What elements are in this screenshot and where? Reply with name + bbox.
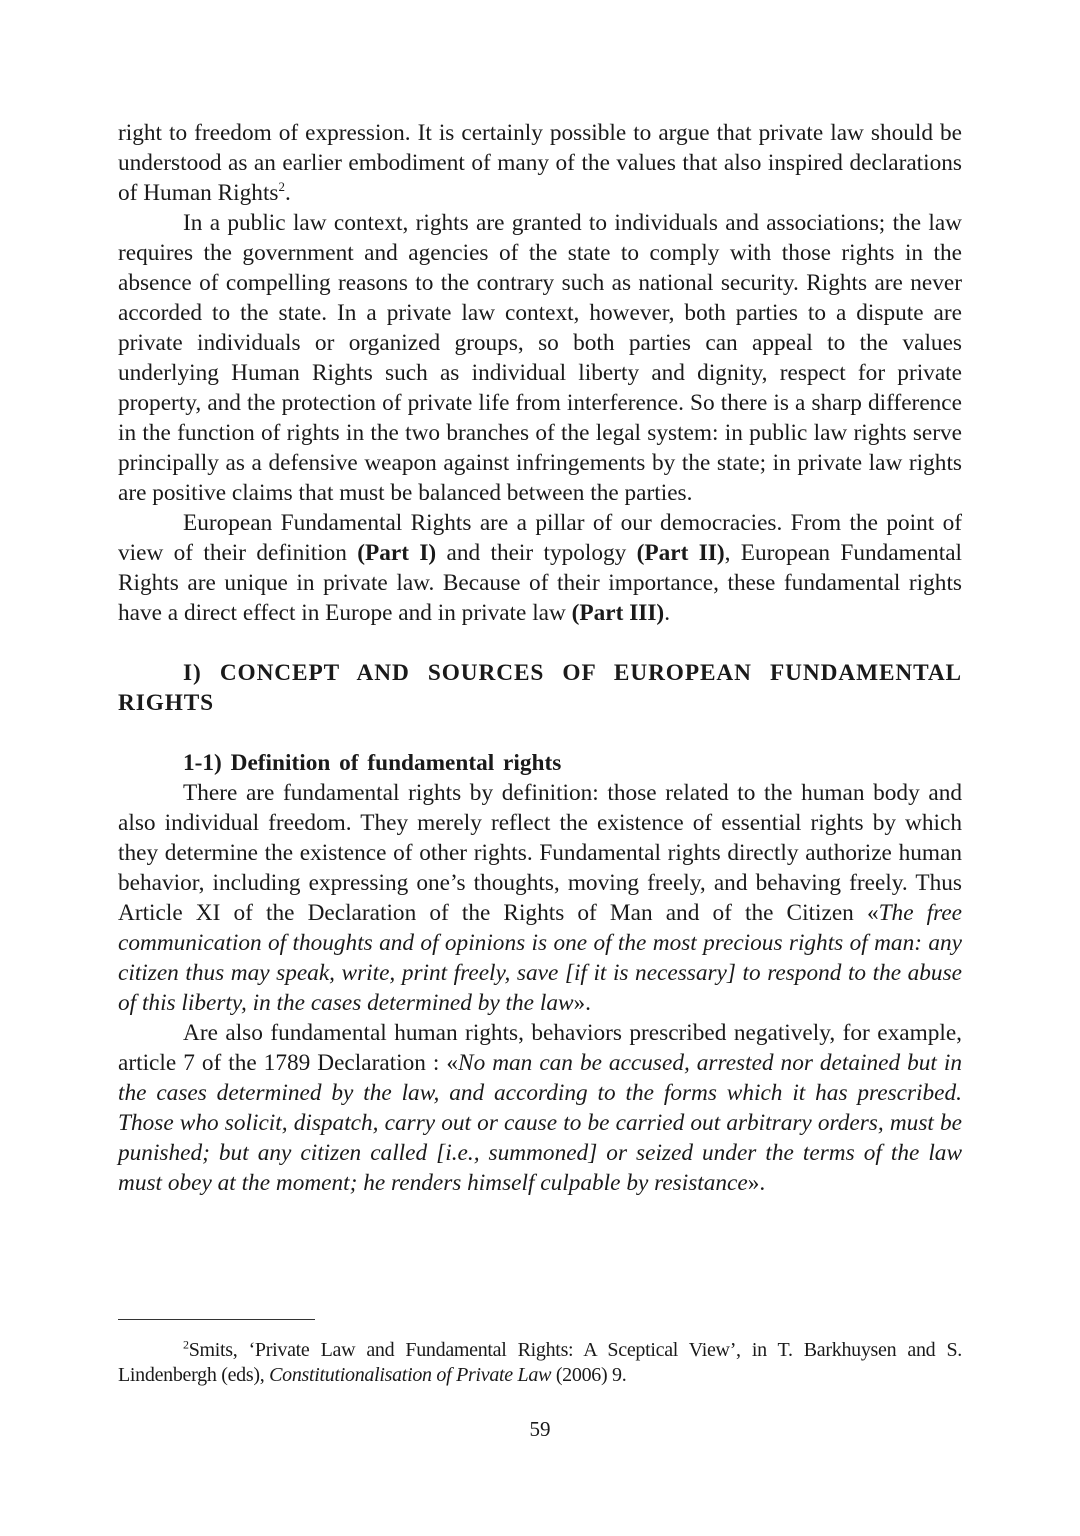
subsection-heading: 1-1) Definition of fundamental rights [183,750,562,776]
paragraph-plan [118,508,962,628]
paragraph-public-private-law [118,208,962,508]
part-two-ref: (Part II) [636,540,725,566]
paragraph-text: and their typology [436,540,637,566]
paragraph-continuation [118,118,962,208]
paragraph-definition [118,778,962,1018]
footnote-number: 2 [183,1337,189,1352]
footnote-text: Smits, ‘Private Law and Fundamental Rights: A Sceptical View’, in T. Barkhuysen and S. Lindenbergh (eds), [118,1339,962,1386]
footnote [118,1338,962,1388]
footnote-separator [118,1319,315,1320]
paragraph-end: . [285,180,291,206]
paragraph-text: There are fundamental rights by definition: those related to the human body and also individual freedom. They merely reflect the existence of essential rights by which they determine the existence of other rights. Fundamental rights directly authorize human behavior, including expressing one’s thoughts, moving freely, and behaving freely. Thus Article XI of the Declaration of the Rights of Man and of the Citizen « [118,780,962,926]
footnote-reference: 2 [278,179,285,195]
article-7-quote: No man can be accused, arrested nor detained but in the cases determined by the law, and according to the forms which it has prescribed. Those who solicit, dispatch, carry out or cause to be carried out arbitrary orders, must be punished; but any citizen called [i.e., summoned] or seized under the terms of the law must obey at the moment; he renders himself culpable by resistance [118,1050,963,1196]
article-xi-quote: The free communication of thoughts and of opinions is one of the most precious rights of man: any citizen thus may speak, write, print freely, save [if it is necessary] to respond to the abuse of this liberty, in the cases determined by the law [118,900,963,1016]
footnote-book-title: Constitutionalisation of Private Law [269,1364,552,1386]
paragraph-text: Are also fundamental human rights, behaviors prescribed negatively, for example, article 7 of the 1789 Declaration : « [118,1020,962,1076]
part-three-ref: (Part III) [571,600,665,626]
footnote-text: (2006) 9. [551,1364,627,1386]
paragraph-text: , European Fundamental Rights are unique in private law. Because of their importance, these fundamental rights have a direct effect in Europe and in private law [118,540,963,626]
paragraph-text: . [664,600,671,626]
paragraph-negative-rights [118,1018,962,1198]
paragraph-text: ». [573,990,591,1016]
paragraph-text: right to freedom of expression. It is certainly possible to argue that private law should be understood as an earlier embodiment of many of the values that also inspired declarations of Human Rights [118,120,962,206]
page-body [118,118,962,1198]
paragraph-text: ». [747,1170,766,1196]
paragraph-text: In a public law context, rights are granted to individuals and associations; the law requires the government and agencies of the state to comply with those rights in the absence of compelling reasons to the contrary such as national security. Rights are never accorded to the state. In a private law context, however, both parties to a dispute are private individuals or organized groups, so both parties can appeal to the values underlying Human Rights such as individual liberty and dignity, respect for private property, and the protection of private life from interference. So there is a sharp difference in the function of rights in the two branches of the legal system: in public law rights serve principally as a defensive weapon against infringements by the state; in private law rights are positive claims that must be balanced between the parties. [118,210,962,506]
part-one-ref: (Part I) [357,540,437,566]
paragraph-text: European Fundamental Rights are a pillar of our democracies. From the point of view of their definition [118,510,962,566]
section-heading: I) CONCEPT AND SOURCES OF EUROPEAN FUNDAMENTAL RIGHTS [118,660,962,716]
page-number: 59 [529,1417,551,1441]
